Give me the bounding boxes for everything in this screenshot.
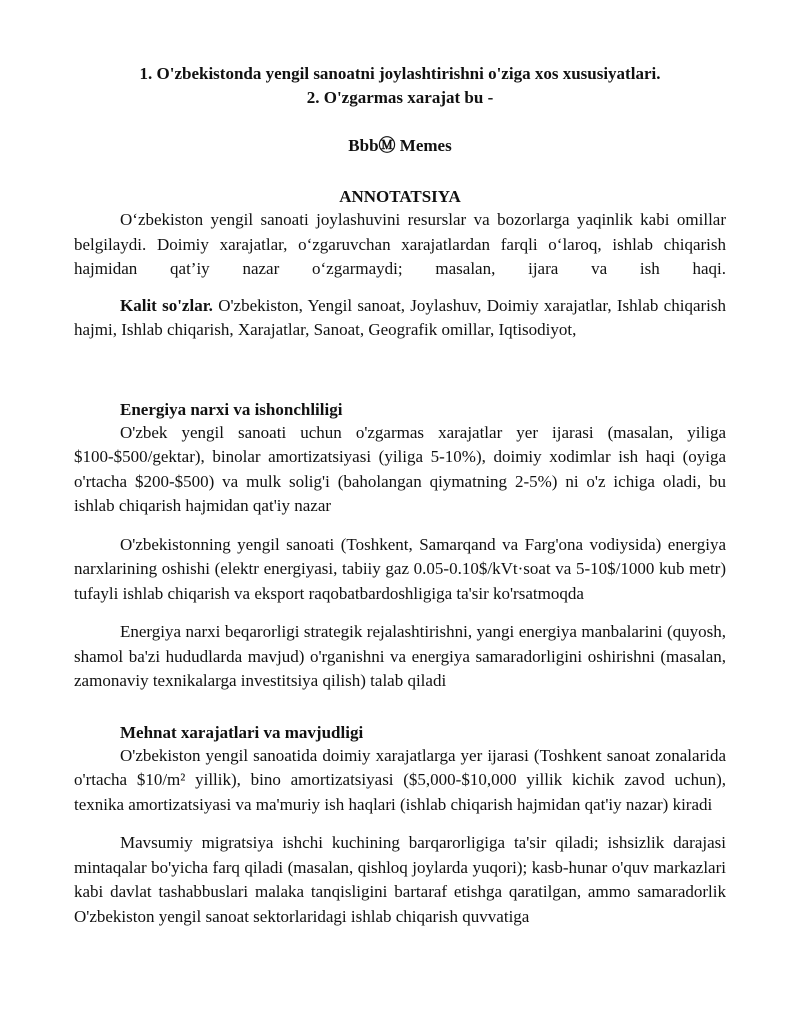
section-labor-paragraph-1: O'zbekiston yengil sanoatida doimiy xarajatlarga yer ijarasi (Toshkent sanoat zonalarida o'rtacha $10/m² yillik), bino amortizatsiyasi ($5,000-$10,000 yillik kichik zavod uchun), texnika amortizatsiyasi va ma'muriy ish haqlari (ishlab chiqarish hajmidan qat'iy nazar) kiradi: [74, 745, 726, 814]
author-name: BbbⓂ Memes: [348, 136, 452, 155]
keywords-paragraph: [74, 294, 726, 343]
document-title-line2: 2. O'zgarmas xarajat bu -: [306, 88, 494, 107]
keywords-label: Kalit so'zlar.: [120, 295, 213, 315]
section-energy-paragraph-3: Energiya narxi beqarorligi strategik rejalashtirishni, yangi energiya manbalarini (quyosh, shamol ba'zi hududlarda mavjud) o'rganishni va energiya samaradorligini oshirishni (masalan, zamonaviy texnikalarga investitsiya qilish) talab qiladi: [74, 622, 726, 690]
annotation-text: O‘zbekiston yengil sanoati joylashuvini resurslar va bozorlarga yaqinlik kabi omillar belgilaydi. Doimiy xarajatlar, o‘zgaruvchan xarajatlardan farqli o‘laroq, ishlab chiqarish hajmidan qat’iy nazar o‘zgarmaydi; masalan, ijara va ish haqi.: [74, 210, 726, 278]
section-energy-paragraph-1: O'zbek yengil sanoati uchun o'zgarmas xarajatlar yer ijarasi (masalan, yiliga $100-$500/gektar), binolar amortizatsiyasi (yiliga 5-10%), doimiy xodimlar ish haqi (oyiga o'rtacha $200-$500) va mulk solig'i (baholangan qiymatning 2-5%) ni o'z ichiga oladi, bu ishlab chiqarish hajmidan qat'iy nazar: [74, 422, 726, 515]
section-heading-labor: Mehnat xarajatlari va mavjudligi: [120, 722, 364, 742]
section-energy-paragraph-2: O'zbekistonning yengil sanoati (Toshkent, Samarqand va Farg'ona vodiysida) energiya narxlarining oshishi (elektr energiyasi, tabiiy gaz 0.05-0.10$/kVt·soat va 5-10$/1000 kub metr) tufayli ishlab chiqarish va eksport raqobatbardoshligiga ta'sir ko'rsatmoqda: [74, 534, 726, 603]
section-labor-paragraph-2: Mavsumiy migratsiya ishchi kuchining barqarorligiga ta'sir qiladi; ishsizlik darajasi mintaqalar bo'yicha farq qiladi (masalan, qishloq joylarda yuqori); kasb-hunar o'quv markazlari kabi davlat tashabbuslari malaka tanqisligini bartaraf etishga qaratilgan, ammo samaradorlik O'zbekiston yengil sanoat sektorlaridagi ishlab chiqarish quvvatiga: [74, 833, 726, 926]
keywords-text: O'zbekiston, Yengil sanoat, Joylashuv, Doimiy xarajatlar, Ishlab chiqarish hajmi, Ishlab chiqarish, Xarajatlar, Sanoat, Geografik omillar, Iqtisodiyot,: [74, 295, 726, 339]
annotation-heading: ANNOTATSIYA: [339, 187, 461, 206]
document-page: [74, 62, 726, 929]
section-heading-energy: Energiya narxi va ishonchliligi: [120, 399, 343, 419]
document-title-line1: 1. O'zbekistonda yengil sanoatni joylashtirishni o'ziga xos xususiyatlari.: [139, 64, 661, 83]
